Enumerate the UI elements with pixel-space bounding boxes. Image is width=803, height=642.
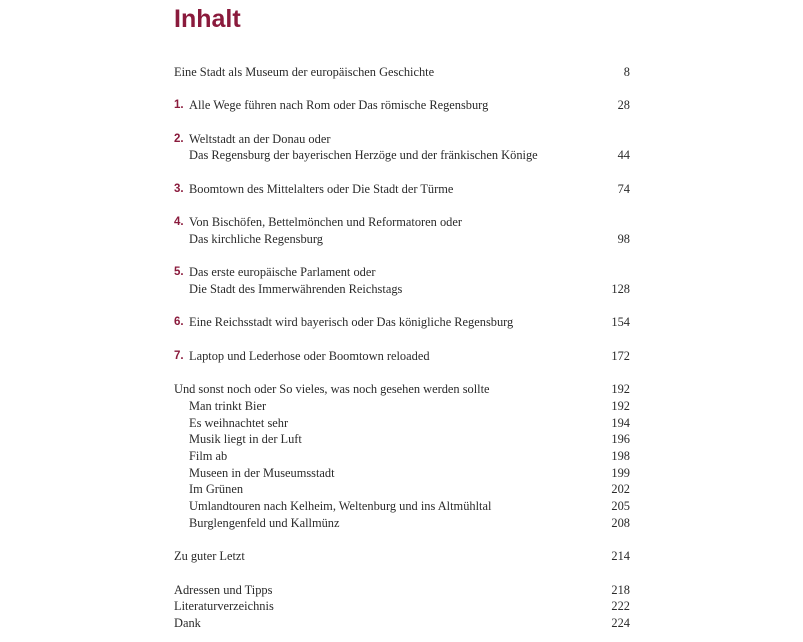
- toc-subentry-text: Es weihnachtet sehr: [189, 415, 289, 430]
- toc-subentry: [174, 465, 630, 482]
- toc-subentry: [174, 448, 630, 465]
- toc-subentry: [174, 431, 630, 448]
- toc-page-number: 8: [623, 65, 630, 79]
- toc-page-number: 98: [617, 231, 630, 246]
- toc-subentry-text: Man trinkt Bier: [189, 398, 267, 413]
- chapter-title-line: Die Stadt des Immerwährenden Reichstags: [189, 282, 403, 297]
- chapter-number: 1.: [174, 99, 184, 112]
- toc-subentry-text: Im Grünen: [189, 482, 244, 497]
- chapter-title: Eine Reichsstadt wird bayerisch oder Das königliche Regensburg: [189, 315, 514, 330]
- toc-entry-misc: [174, 381, 630, 398]
- toc-entry-intro: [174, 64, 630, 81]
- toc-entry-text: Zu guter Letzt: [174, 549, 245, 564]
- toc-entry-text: Dank: [174, 616, 201, 631]
- toc-chapter-7: [174, 348, 630, 365]
- toc-entry-text: Eine Stadt als Museum der europäischen Geschichte: [174, 65, 435, 79]
- toc-page-number: 128: [611, 282, 630, 297]
- toc-entry-appendix: [174, 598, 630, 615]
- chapter-number: 4.: [174, 216, 184, 229]
- toc-subentry-text: Umlandtouren nach Kelheim, Weltenburg und ins Altmühltal: [189, 499, 492, 514]
- toc-subentry-text: Burglengenfeld und Kallmünz: [189, 515, 340, 530]
- toc-page-number: 74: [617, 181, 630, 196]
- toc-entry-text: Adressen und Tipps: [174, 582, 273, 597]
- chapter-number: 2.: [174, 132, 184, 145]
- toc-page-number: 208: [611, 515, 630, 530]
- toc-page-number: 196: [611, 432, 630, 447]
- chapter-title: Boomtown des Mittelalters oder Die Stadt der Türme: [189, 181, 454, 196]
- chapter-title-line: Von Bischöfen, Bettelmönchen und Reformatoren oder: [189, 215, 462, 230]
- page-title: Inhalt: [174, 5, 241, 33]
- toc-entry-appendix: [174, 615, 630, 632]
- toc-entry-appendix: [174, 582, 630, 599]
- toc-chapter-6: [174, 314, 630, 331]
- chapter-title: Laptop und Lederhose oder Boomtown reloaded: [189, 348, 430, 363]
- toc-page-number: 218: [611, 582, 630, 597]
- toc-subentry: [174, 498, 630, 515]
- toc-chapter-2: [174, 131, 630, 164]
- toc-subentry: [174, 481, 630, 498]
- toc-page-number: 172: [611, 348, 630, 363]
- toc-entry-text: Und sonst noch oder So vieles, was noch gesehen werden sollte: [174, 382, 490, 397]
- toc-page-number: 192: [611, 398, 630, 413]
- toc-page-number: 154: [611, 315, 630, 330]
- toc-chapter-3: [174, 181, 630, 198]
- chapter-number: 5.: [174, 266, 184, 279]
- toc-subentry: [174, 415, 630, 432]
- toc-page-number: 199: [611, 465, 630, 480]
- chapter-title-line: Das Regensburg der bayerischen Herzöge und der fränkischen Könige: [189, 148, 538, 163]
- toc-page-number: 28: [617, 98, 630, 113]
- chapter-title: Alle Wege führen nach Rom oder Das römische Regensburg: [189, 98, 489, 113]
- toc-page-number: 44: [617, 148, 630, 163]
- toc-page-number: 194: [611, 415, 630, 430]
- toc-subentry-text: Museen in der Museumsstadt: [189, 465, 335, 480]
- toc-chapter-4: [174, 214, 630, 247]
- chapter-number: 3.: [174, 182, 184, 195]
- chapter-title-line: Das erste europäische Parlament oder: [189, 265, 376, 280]
- toc-page-number: 205: [611, 499, 630, 514]
- chapter-title-line: Weltstadt an der Donau oder: [189, 131, 331, 146]
- toc-subentry: [174, 515, 630, 532]
- toc-subentry: [174, 398, 630, 415]
- toc-page-number: 202: [611, 482, 630, 497]
- table-of-contents: [174, 64, 630, 632]
- toc-page-number: 192: [611, 382, 630, 397]
- toc-page-number: 198: [611, 449, 630, 464]
- toc-page-number: 214: [611, 549, 630, 564]
- chapter-title-line: Das kirchliche Regensburg: [189, 231, 323, 246]
- chapter-number: 6.: [174, 316, 184, 329]
- chapter-number: 7.: [174, 349, 184, 362]
- toc-chapter-5: [174, 264, 630, 297]
- toc-entry-text: Literaturverzeichnis: [174, 599, 274, 614]
- toc-chapter-1: [174, 97, 630, 114]
- toc-page-number: 222: [611, 599, 630, 614]
- toc-page-number: 224: [611, 616, 630, 631]
- toc-subentry-text: Film ab: [189, 449, 228, 464]
- toc-subentry-text: Musik liegt in der Luft: [189, 432, 302, 447]
- toc-entry-closing: [174, 548, 630, 565]
